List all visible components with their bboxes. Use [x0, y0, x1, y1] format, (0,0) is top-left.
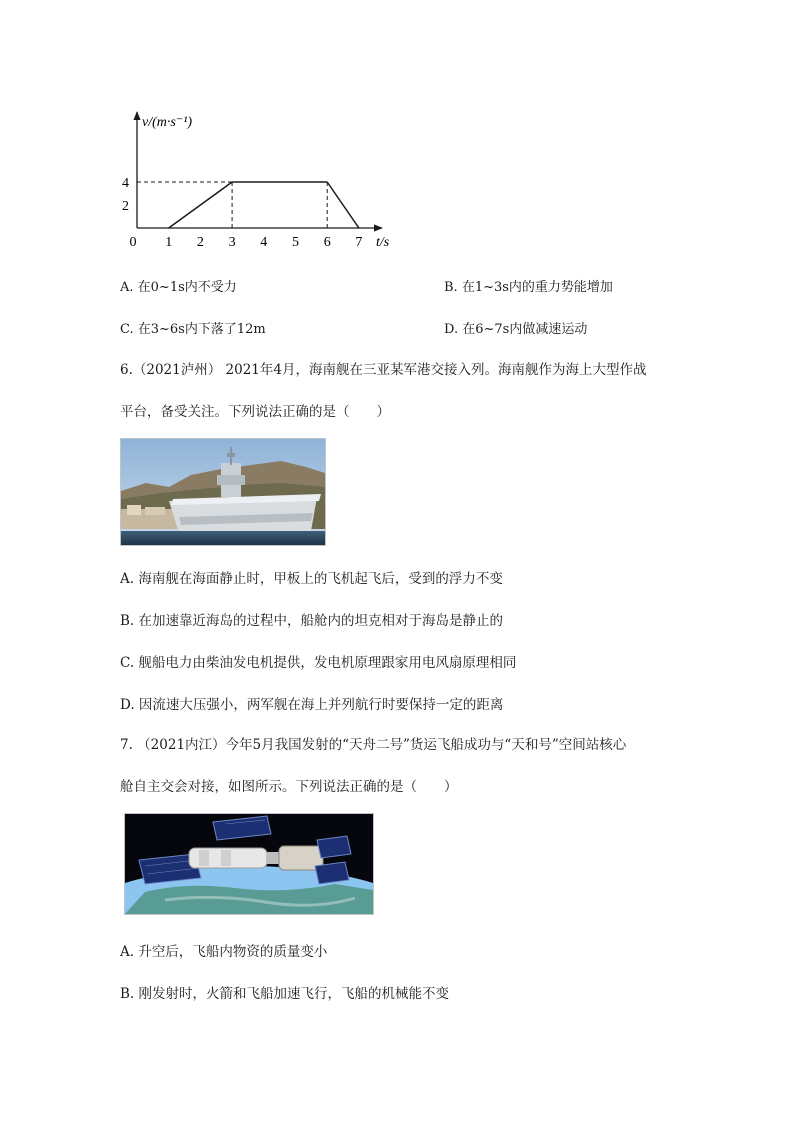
- series-segment-2: [327, 182, 359, 228]
- q5-option-c[interactable]: [120, 318, 266, 337]
- q6-option-d-text: D. 因流速大压强小，两军舰在海上并列航行时要保持一定的距离: [120, 697, 504, 713]
- q5-option-a-text: A. 在0~1s内不受力: [120, 280, 237, 295]
- q6-option-b[interactable]: [120, 609, 503, 629]
- q5-option-a[interactable]: [120, 276, 237, 295]
- q7-stem-line1: 7. （2021内江）今年5月我国发射的“天舟二号”货运飞船成功与“天和号”空间站核心: [120, 737, 627, 753]
- y-axis-label: v/(m·s⁻¹): [142, 115, 193, 130]
- y-tick-2: 2: [122, 199, 129, 214]
- q5-option-b-text: B. 在1~3s内的重力势能增加: [444, 280, 613, 295]
- x-tick-6: 6: [323, 235, 331, 250]
- q7-option-a[interactable]: [120, 940, 327, 960]
- q7-stem-line2: 舱自主交会对接，如图所示。下列说法正确的是（ ）: [120, 779, 458, 795]
- x-axis-label: t/s: [376, 235, 390, 250]
- q5-option-d[interactable]: [444, 318, 587, 337]
- q6-stem-line2: 平台，备受关注。下列说法正确的是（ ）: [120, 404, 390, 420]
- warship-photo: [120, 438, 326, 546]
- q7-option-b-text: B. 刚发射时，火箭和飞船加速飞行，飞船的机械能不变: [120, 986, 450, 1002]
- q6-option-a-text: A. 海南舰在海面静止时，甲板上的飞机起飞后，受到的浮力不变: [120, 571, 503, 587]
- q6-option-c-text: C. 舰船电力由柴油发电机提供，发电机原理跟家用电风扇原理相同: [120, 655, 517, 671]
- q5-option-c-text: C. 在3~6s内下落了12m: [120, 322, 266, 337]
- q6-option-b-text: B. 在加速靠近海岛的过程中，船舱内的坦克相对于海岛是静止的: [120, 613, 504, 629]
- q6-stem-line1: 6.（2021泸州） 2021年4月，海南舰在三亚某军港交接入列。海南舰作为海上大型作战: [120, 362, 647, 378]
- q7-option-a-text: A. 升空后，飞船内物资的质量变小: [120, 944, 328, 960]
- x-tick-1: 1: [165, 235, 173, 250]
- x-tick-7: 7: [355, 235, 363, 250]
- origin-label: 0: [129, 235, 137, 250]
- space-station-photo: [124, 813, 374, 915]
- q5-option-d-text: D. 在6~7s内做减速运动: [444, 322, 588, 337]
- q6-option-c[interactable]: [120, 651, 516, 671]
- q5-option-b[interactable]: [444, 276, 613, 295]
- q7-option-b[interactable]: [120, 982, 449, 1002]
- velocity-time-chart: [100, 100, 410, 260]
- q6-option-a[interactable]: [120, 567, 503, 587]
- series-segment-0: [169, 182, 232, 228]
- x-tick-4: 4: [260, 235, 268, 250]
- y-tick-4: 4: [122, 176, 129, 191]
- x-tick-2: 2: [196, 235, 204, 250]
- x-tick-5: 5: [292, 235, 299, 250]
- x-tick-3: 3: [228, 235, 236, 250]
- q6-option-d[interactable]: [120, 693, 503, 713]
